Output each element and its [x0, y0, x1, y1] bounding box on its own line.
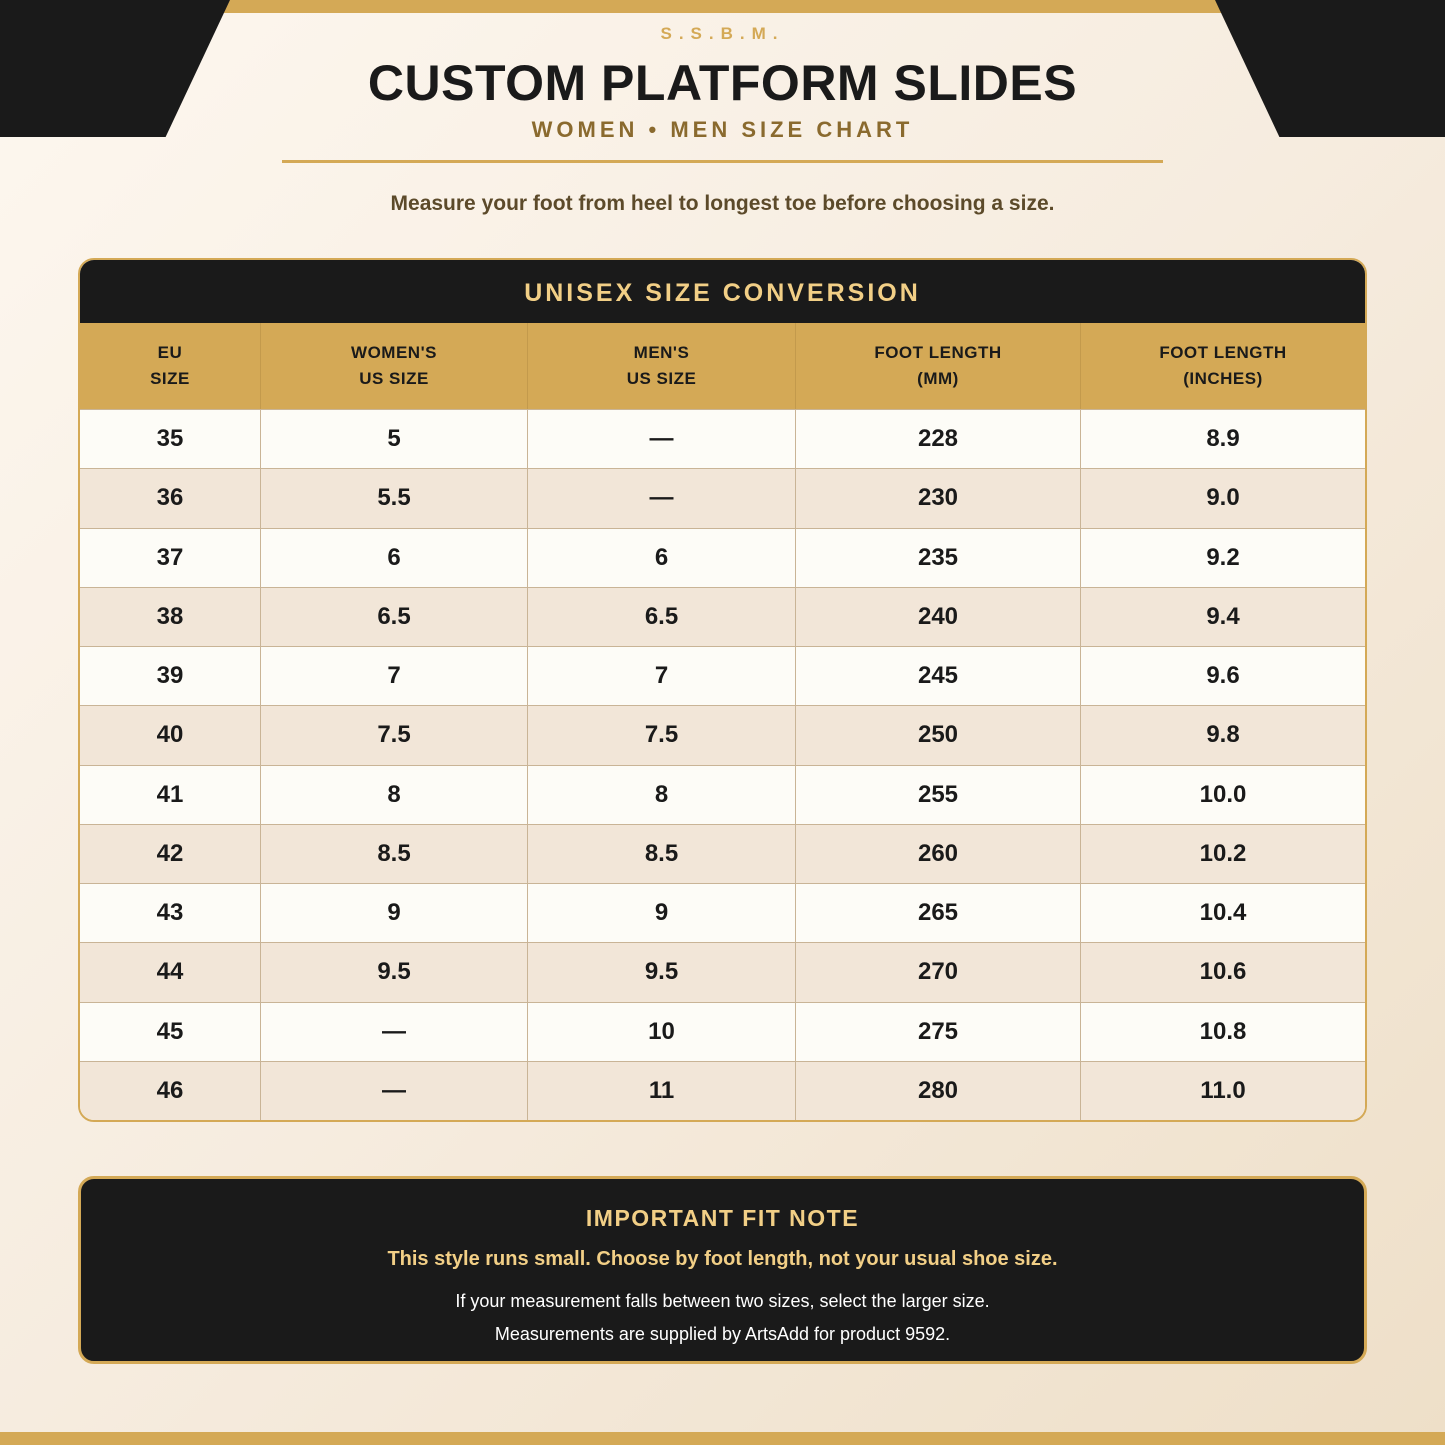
fit-note-box	[78, 1176, 1367, 1364]
column-header-mens-us-size	[528, 323, 796, 409]
table-title: UNISEX SIZE CONVERSION	[80, 260, 1365, 323]
table-cell: 40	[80, 706, 261, 764]
table-cell: 9.6	[1206, 662, 1240, 690]
table-cell: 8	[261, 766, 528, 824]
table-cell: 230	[796, 469, 1081, 527]
table-cell: 9.2	[1206, 543, 1240, 571]
table-cell: 36	[80, 469, 261, 527]
table-row	[80, 528, 1365, 587]
table-cell: 9.0	[1206, 484, 1240, 512]
table-row	[80, 824, 1365, 883]
table-cell: —	[528, 469, 796, 527]
table-cell: 46	[80, 1062, 261, 1120]
column-header-line: (INCHES)	[1183, 369, 1263, 388]
table-cell: 270	[796, 943, 1081, 1001]
bottom-accent-bar	[0, 1432, 1445, 1445]
table-cell: 8	[528, 766, 796, 824]
table-cell: 7.5	[261, 706, 528, 764]
table-cell: 37	[80, 529, 261, 587]
column-header-line: FOOT LENGTH	[874, 343, 1002, 362]
table-cell: —	[261, 1003, 528, 1061]
table-cell: 9.8	[1206, 721, 1240, 749]
table-cell: 11	[528, 1062, 796, 1120]
column-header-line: US SIZE	[626, 369, 697, 388]
table-row	[80, 705, 1365, 764]
table-cell: 6.5	[261, 588, 528, 646]
table-cell: 10.0	[1199, 780, 1247, 808]
measure-instruction: Measure your foot from heel to longest toe before choosing a size.	[390, 192, 1055, 215]
fit-note-warning: This style runs small. Choose by foot length, not your usual shoe size.	[387, 1248, 1058, 1270]
table-cell: 7.5	[528, 706, 796, 764]
table-cell: 10	[528, 1003, 796, 1061]
fit-note-text: Measurements are supplied by ArtsAdd for product 9592.	[494, 1324, 951, 1344]
table-cell: —	[528, 410, 796, 468]
table-cell: 235	[796, 529, 1081, 587]
table-row	[80, 1061, 1365, 1120]
table-cell: 255	[796, 766, 1081, 824]
table-cell: 10.4	[1199, 899, 1247, 927]
divider	[282, 160, 1163, 163]
table-cell: 8.9	[1206, 425, 1240, 453]
column-header-line: MEN'S	[633, 343, 690, 362]
column-header-line: EU	[157, 343, 183, 362]
page-subtitle: WOMEN • MEN SIZE CHART	[531, 117, 914, 142]
size-table	[78, 258, 1367, 1122]
table-header	[80, 323, 1365, 409]
table-cell: 275	[796, 1003, 1081, 1061]
column-header-line: WOMEN'S	[351, 343, 437, 362]
table-cell: 10.2	[1199, 839, 1247, 867]
table-cell: 245	[796, 647, 1081, 705]
table-cell: 8.5	[261, 825, 528, 883]
column-header-eu-size	[80, 323, 261, 409]
column-header-line: FOOT LENGTH	[1159, 343, 1287, 362]
table-row	[80, 646, 1365, 705]
table-row	[80, 587, 1365, 646]
column-header-womens-us-size	[261, 323, 528, 409]
table-cell: 6	[528, 529, 796, 587]
table-cell: 10.8	[1199, 1017, 1247, 1045]
table-cell: 9.5	[528, 943, 796, 1001]
column-header-foot-length-mm	[796, 323, 1081, 409]
fit-note-text: If your measurement falls between two sizes, select the larger size.	[455, 1291, 990, 1311]
table-cell: 44	[80, 943, 261, 1001]
column-header-line: US SIZE	[359, 369, 429, 388]
table-row	[80, 883, 1365, 942]
table-cell: 43	[80, 884, 261, 942]
page-title: CUSTOM PLATFORM SLIDES	[367, 55, 1078, 111]
table-cell: 39	[80, 647, 261, 705]
table-cell: 11.0	[1200, 1076, 1246, 1104]
table-cell: 10.6	[1199, 958, 1247, 986]
column-header-foot-length-inches	[1081, 323, 1365, 409]
table-cell: 8.5	[528, 825, 796, 883]
table-cell: 7	[528, 647, 796, 705]
table-cell: 42	[80, 825, 261, 883]
fit-note-title: IMPORTANT FIT NOTE	[585, 1205, 860, 1231]
table-cell: 9	[261, 884, 528, 942]
table-cell: 6.5	[528, 588, 796, 646]
column-header-line: SIZE	[150, 369, 190, 388]
table-row	[80, 942, 1365, 1001]
table-cell: 35	[80, 410, 261, 468]
table-row	[80, 1002, 1365, 1061]
table-cell: 228	[796, 410, 1081, 468]
table-cell: 240	[796, 588, 1081, 646]
table-body	[80, 409, 1365, 1120]
table-cell: 5	[261, 410, 528, 468]
table-cell: 9.5	[261, 943, 528, 1001]
table-cell: 5.5	[261, 469, 528, 527]
table-cell: —	[261, 1062, 528, 1120]
table-cell: 265	[796, 884, 1081, 942]
table-cell: 9	[528, 884, 796, 942]
table-row	[80, 468, 1365, 527]
table-cell: 250	[796, 706, 1081, 764]
table-cell: 280	[796, 1062, 1081, 1120]
table-cell: 9.4	[1206, 602, 1240, 630]
table-cell: 6	[261, 529, 528, 587]
table-row	[80, 765, 1365, 824]
table-cell: 41	[80, 766, 261, 824]
table-row	[80, 409, 1365, 468]
table-cell: 45	[80, 1003, 261, 1061]
table-cell: 260	[796, 825, 1081, 883]
brand-name: S.S.B.M.	[660, 24, 785, 43]
table-cell: 38	[80, 588, 261, 646]
table-cell: 7	[261, 647, 528, 705]
column-header-line: (MM)	[917, 369, 959, 388]
